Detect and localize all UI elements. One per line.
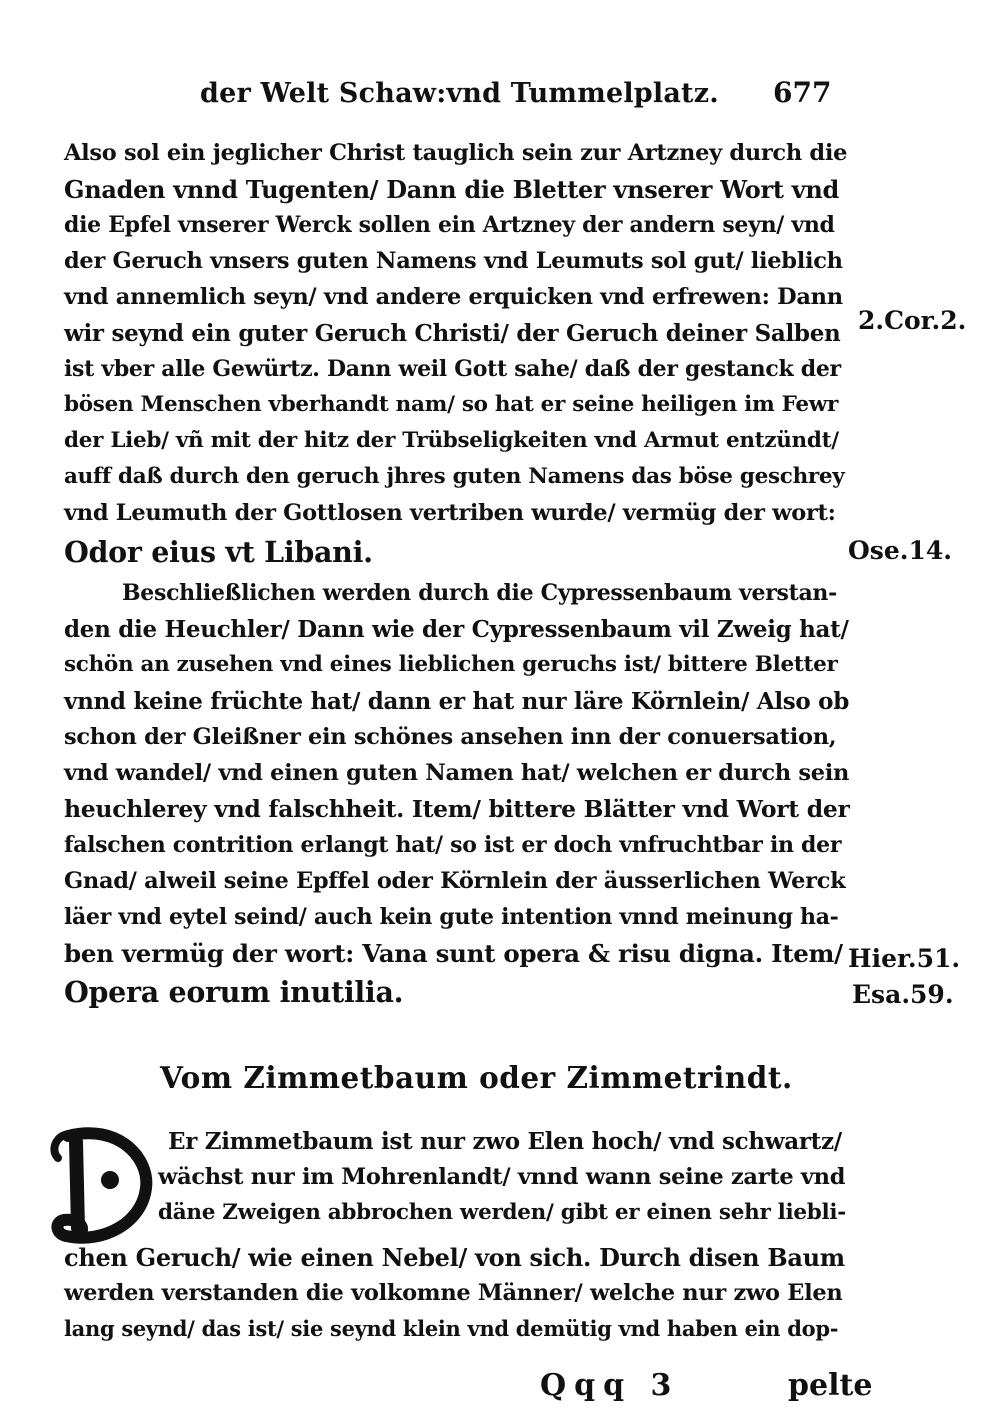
- signature-mark: Qqq 3: [540, 1368, 680, 1403]
- text-line: vnnd keine früchte hat/ dann er hat nur läre Körnlein/ Also ob: [64, 688, 849, 715]
- text-line: auff daß durch den geruch jhres guten Namens das böse geschrey: [64, 464, 845, 489]
- text-line: Odor eius vt Libani.: [64, 535, 373, 569]
- text-line: Gnaden vnnd Tugenten/ Dann die Bletter vnserer Wort vnd: [64, 175, 839, 204]
- margin-note: Esa.59.: [852, 980, 954, 1009]
- text-line: läer vnd eytel seind/ auch kein gute intention vnnd meinung ha-: [64, 904, 839, 930]
- text-line: die Epfel vnserer Werck sollen ein Artzney der andern seyn/ vnd: [64, 212, 835, 238]
- text-line: Er Zimmetbaum ist nur zwo Elen hoch/ vnd schwartz/: [168, 1128, 842, 1155]
- text-line: Beschließlichen werden durch die Cypressenbaum verstan-: [122, 580, 837, 606]
- text-line: schön an zusehen vnd eines lieblichen geruchs ist/ bittere Bletter: [64, 652, 838, 677]
- text-line: Opera eorum inutilia.: [64, 975, 404, 1009]
- running-title: der Welt Schaw:vnd Tummelplatz.: [200, 78, 719, 109]
- text-line: ben vermüg der wort: Vana sunt opera & risu digna. Item/: [64, 939, 843, 968]
- text-line: falschen contrition erlangt hat/ so ist er doch vnfruchtbar in der: [64, 832, 842, 858]
- text-line: bösen Menschen vberhandt nam/ so hat er seine heiligen im Fewr: [64, 392, 839, 417]
- text-line: Also sol ein jeglicher Christ tauglich sein zur Artzney durch die: [64, 140, 848, 166]
- text-line: vnd Leumuth der Gottlosen vertriben wurde/ vermüg der wort:: [64, 500, 836, 526]
- catchword: pelte: [788, 1368, 873, 1403]
- section-heading: Vom Zimmetbaum oder Zimmetrindt.: [160, 1060, 793, 1095]
- text-line: wächst nur im Mohrenlandt/ vnnd wann seine zarte vnd: [158, 1164, 846, 1190]
- page-number: 677: [773, 76, 832, 109]
- ornamental-initial-icon: [48, 1118, 158, 1248]
- text-line: däne Zweigen abbrochen werden/ gibt er einen sehr liebli-: [158, 1200, 846, 1225]
- text-line: den die Heuchler/ Dann wie der Cypressenbaum vil Zweig hat/: [64, 616, 849, 643]
- margin-note: Hier.51.: [848, 944, 961, 973]
- text-line: der Lieb/ vñ mit der hitz der Trübseligkeiten vnd Armut entzündt/: [64, 428, 839, 453]
- text-line: vnd annemlich seyn/ vnd andere erquicken vnd erfrewen: Dann: [64, 284, 843, 310]
- text-line: lang seynd/ das ist/ sie seynd klein vnd demütig vnd haben ein dop-: [64, 1316, 839, 1341]
- text-line: heuchlerey vnd falschheit. Item/ bittere Blätter vnd Wort der: [64, 795, 850, 823]
- text-line: ist vber alle Gewürtz. Dann weil Gott sahe/ daß der gestanck der: [64, 356, 841, 382]
- margin-note: Ose.14.: [848, 536, 952, 565]
- margin-note: 2.Cor.2.: [858, 306, 967, 335]
- text-line: Gnad/ alweil seine Epffel oder Körnlein der äusserlichen Werck: [64, 868, 846, 894]
- drop-cap: [48, 1118, 158, 1248]
- text-line: chen Geruch/ wie einen Nebel/ von sich. Durch disen Baum: [64, 1243, 845, 1272]
- text-line: wir seynd ein guter Geruch Christi/ der Geruch deiner Salben: [64, 320, 841, 347]
- text-line: vnd wandel/ vnd einen guten Namen hat/ welchen er durch sein: [64, 760, 850, 786]
- text-line: der Geruch vnsers guten Namens vnd Leumuts sol gut/ lieblich: [64, 248, 843, 274]
- text-line: werden verstanden die volkomne Männer/ welche nur zwo Elen: [64, 1280, 843, 1306]
- text-line: schon der Gleißner ein schönes ansehen inn der conuersation,: [64, 724, 837, 750]
